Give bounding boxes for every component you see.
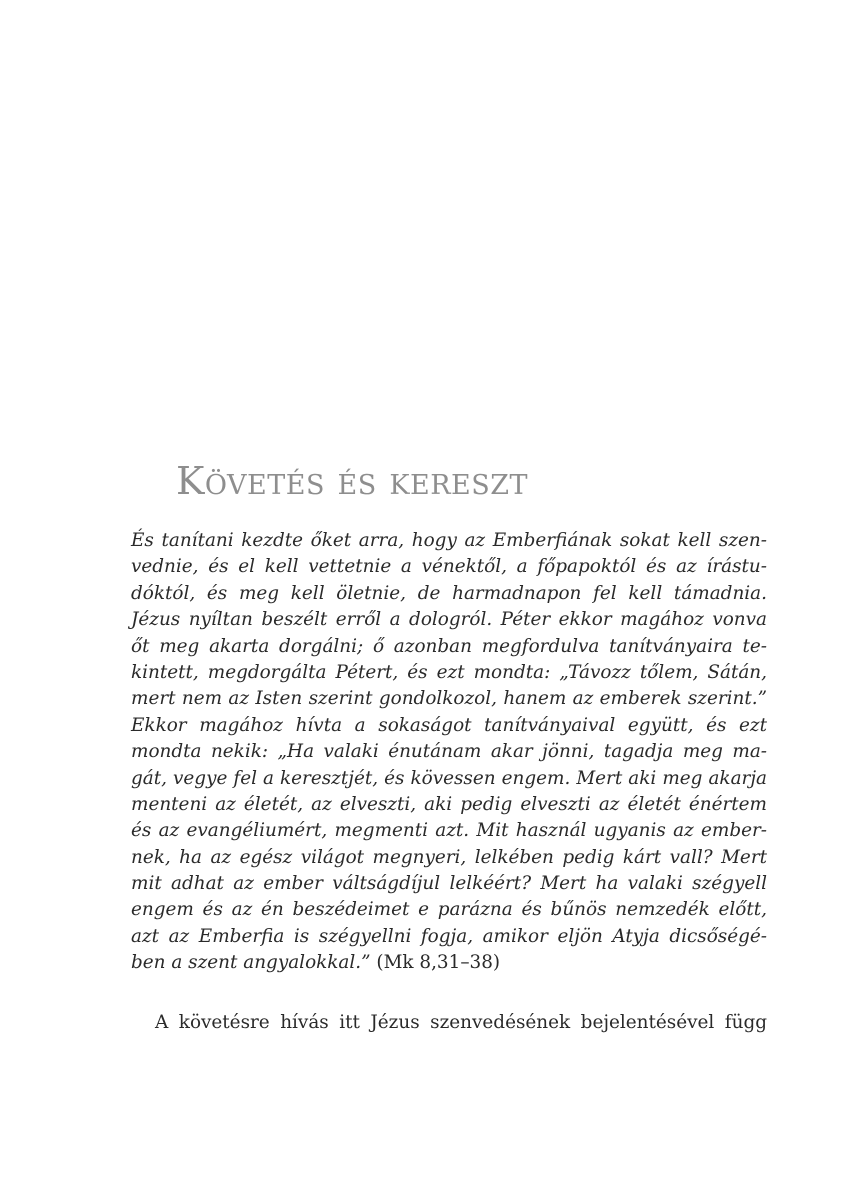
quote-line: nek, ha az egész világot megnyeri, lelkében pedig kárt vall? Mert (131, 846, 767, 868)
quote-line: kintett, megdorgálta Pétert, és ezt mondta: „Távozz tőlem, Sátán, (131, 661, 767, 683)
quote-line: engem és az én beszédeimet e parázna és bűnös nemzedék előtt, (131, 899, 767, 921)
quote-line: dóktól, és meg kell öletnie, de harmadnapon fel kell támadnia. (131, 582, 767, 604)
quote-line: gát, vegye fel a keresztjét, és kövessen engem. Mert aki meg akarja (131, 767, 767, 789)
scripture-reference: (Mk 8,31–38) (376, 952, 501, 974)
scripture-quote (131, 528, 767, 977)
quote-last-line-text: ben a szent angyalokkal.” (131, 952, 371, 974)
quote-line: mert nem az Isten szerint gondolkozol, hanem az emberek szerint.” (131, 688, 767, 710)
quote-line: És tanítani kezdte őket arra, hogy az Emberfiának sokat kell szen- (131, 530, 767, 551)
quote-line: menteni az életét, az elveszti, aki pedig elveszti az életét énértem (131, 793, 767, 815)
quote-last-line (131, 950, 767, 976)
quote-line: mit adhat az ember váltságdíjul lelkéért? Mert ha valaki szégyell (131, 873, 767, 895)
quote-line: Jézus nyíltan beszélt erről a dologról. Péter ekkor magához vonva (131, 609, 767, 631)
body-paragraph-start: A követésre hívás itt Jézus szenvedésének bejelentésével függ (155, 1012, 767, 1033)
quote-line: őt meg akarta dorgálni; ő azonban megfordulva tanítványaira te- (131, 635, 767, 657)
quote-line: azt az Emberfia is szégyellni fogja, amikor eljön Atyja dicsőségé- (131, 925, 767, 947)
quote-line: vednie, és el kell vettetnie a vénektől, a főpapoktól és az írástu- (131, 556, 767, 578)
quote-line: és az evangéliumért, megmenti azt. Mit használ ugyanis az ember- (131, 820, 767, 842)
chapter-title: Követés és kereszt (176, 459, 529, 503)
quote-line: mondta nekik: „Ha valaki énutánam akar jönni, tagadja meg ma- (131, 741, 767, 763)
quote-line: Ekkor magához hívta a sokaságot tanítványaival együtt, és ezt (131, 714, 767, 736)
